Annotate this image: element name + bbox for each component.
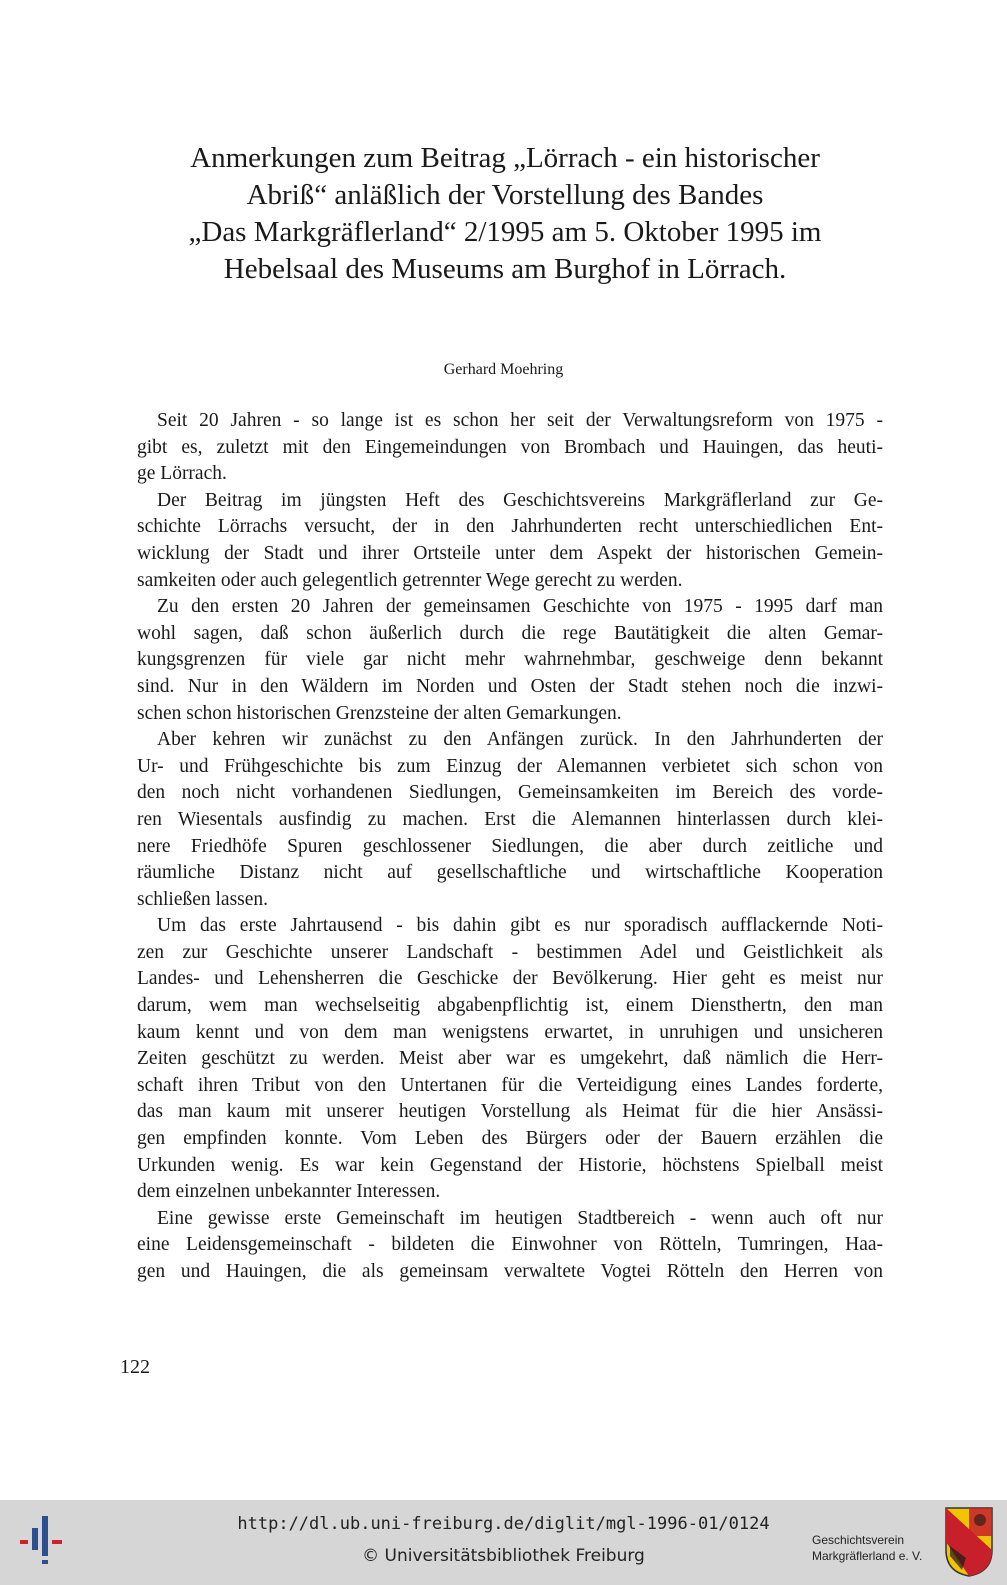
paragraph (137, 913, 883, 1206)
paragraph-line: Ur- und Frühgeschichte bis zum Einzug der Alemannen verbietet sich schon von (137, 755, 883, 777)
paragraph-line: gen und Hauingen, die als gemeinsam verwaltete Vogtei Rötteln den Herren von (137, 1261, 883, 1282)
paragraph-line: kungsgrenzen für viele gar nicht mehr wahrnehmbar, geschweige denn bekannt (137, 649, 883, 671)
paragraph-line: eine Leidensgemeinschaft - bildeten die Einwohner von Rötteln, Tumringen, Haa- (137, 1234, 883, 1256)
paragraph-line: gen empfinden konnte. Vom Leben des Bürgers oder der Bauern erzählen die (137, 1128, 883, 1150)
paragraph (137, 1206, 883, 1286)
paragraph-line: Zeiten geschützt zu werden. Meist aber war es umgekehrt, daß nämlich die Herr- (137, 1048, 883, 1070)
paragraph (137, 488, 883, 594)
paragraph (137, 594, 883, 727)
paragraph-line: Aber kehren wir zunächst zu den Anfängen zurück. In den Jahrhunderten der (157, 729, 883, 751)
title-line: „Das Markgräflerland“ 2/1995 am 5. Oktober 1995 im (188, 216, 822, 248)
paragraph-line: das man kaum mit unserer heutigen Vorstellung als Heimat für die hier Ansässi- (137, 1101, 883, 1123)
paragraph-line: darum, wem man wechselseitig abgabenpflichtig ist, einem Diensthertn, den man (137, 995, 883, 1017)
paragraph-line: schaft ihren Tribut von den Untertanen für die Verteidigung eines Landes forderte, (137, 1074, 883, 1096)
society-name (812, 1532, 932, 1564)
paragraph-line: Urkunden wenig. Es war kein Gegenstand der Historie, höchstens Spielball meist (137, 1154, 883, 1176)
paragraph (137, 727, 883, 913)
paragraph-line: Seit 20 Jahren - so lange ist es schon her seit der Verwaltungsreform von 1975 - (157, 410, 883, 431)
source-url-link[interactable]: http://dl.ub.uni-freiburg.de/diglit/mgl-1996-01/0124 (237, 1514, 770, 1534)
author-name: Gerhard Moehring (443, 361, 564, 378)
paragraph-line: Zu den ersten 20 Jahren der gemeinsamen Geschichte von 1975 - 1995 darf man (157, 596, 883, 618)
paragraph-line: ren Wiesentals ausfindig zu machen. Erst die Alemannen hinterlassen durch klei- (137, 808, 883, 830)
page-number: 122 (120, 1356, 150, 1378)
society-name-line: Markgräflerland e. V. (812, 1549, 923, 1563)
paragraph-line: nere Friedhöfe Spuren geschlossener Siedlungen, die aber durch zeitliche und (137, 835, 883, 857)
document-title (120, 140, 890, 288)
society-name-line: Geschichtsverein (812, 1533, 905, 1547)
paragraph-line: wicklung der Stadt und ihrer Ortsteile unter dem Aspekt der historischen Gemein- (137, 542, 883, 564)
paragraph-line: Eine gewisse erste Gemeinschaft im heutigen Stadtbereich - wenn auch oft nur (157, 1207, 883, 1229)
title-line: Abriß“ anläßlich der Vorstellung des Bandes (246, 179, 764, 211)
paragraph-line: samkeiten oder auch gelegentlich getrennter Wege gerecht zu werden. (137, 569, 683, 591)
paragraph-line: Um das erste Jahrtausend - bis dahin gibt es nur sporadisch aufflackernde Noti- (157, 915, 883, 937)
footer-bar (0, 1500, 1007, 1585)
paragraph (137, 408, 883, 488)
paragraph-line: ge Lörrach. (137, 463, 227, 485)
paragraph-line: gibt es, zuletzt mit den Eingemeindungen von Brombach und Hauingen, das heuti- (137, 436, 883, 458)
paragraph-line: räumliche Distanz nicht auf gesellschaftliche und wirtschaftliche Kooperation (137, 862, 883, 884)
paragraph-line: Landes- und Lehensherren die Geschicke der Bevölkerung. Hier geht es meist nur (137, 968, 883, 990)
title-line: Anmerkungen zum Beitrag „Lörrach - ein historischer (190, 142, 820, 174)
paragraph-line: kaum kennt und von dem man wenigstens erwartet, in unruhigen und unsicheren (137, 1021, 883, 1043)
paragraph-line: schen schon historischen Grenzsteine der alten Gemarkungen. (137, 702, 622, 724)
paragraph-line: den noch nicht vorhandenen Siedlungen, Gemeinsamkeiten im Bereich des vorde- (137, 782, 883, 804)
copyright-notice: © Universitätsbibliothek Freiburg (362, 1546, 645, 1566)
paragraph-line: schichte Lörrachs versucht, der in den Jahrhunderten recht unterschiedlichen Ent- (137, 516, 883, 538)
paragraph-line: schließen lassen. (137, 888, 269, 910)
coat-of-arms-icon (944, 1506, 994, 1578)
title-line: Hebelsaal des Museums am Burghof in Lörrach. (223, 253, 787, 285)
paragraph-line: wohl sagen, daß schon äußerlich durch die rege Bautätigkeit die alten Gemar- (137, 622, 883, 644)
paragraph-line: Der Beitrag im jüngsten Heft des Geschichtsvereins Markgräflerland zur Ge- (157, 489, 883, 511)
article-body (137, 408, 883, 1286)
paragraph-line: zen zur Geschichte unserer Landschaft - bestimmen Adel und Geistlichkeit als (137, 941, 883, 963)
paragraph-line: dem einzelnen unbekannter Interessen. (137, 1181, 441, 1203)
paragraph-line: sind. Nur in den Wäldern im Norden und Osten der Stadt stehen noch die inzwi- (137, 675, 883, 697)
